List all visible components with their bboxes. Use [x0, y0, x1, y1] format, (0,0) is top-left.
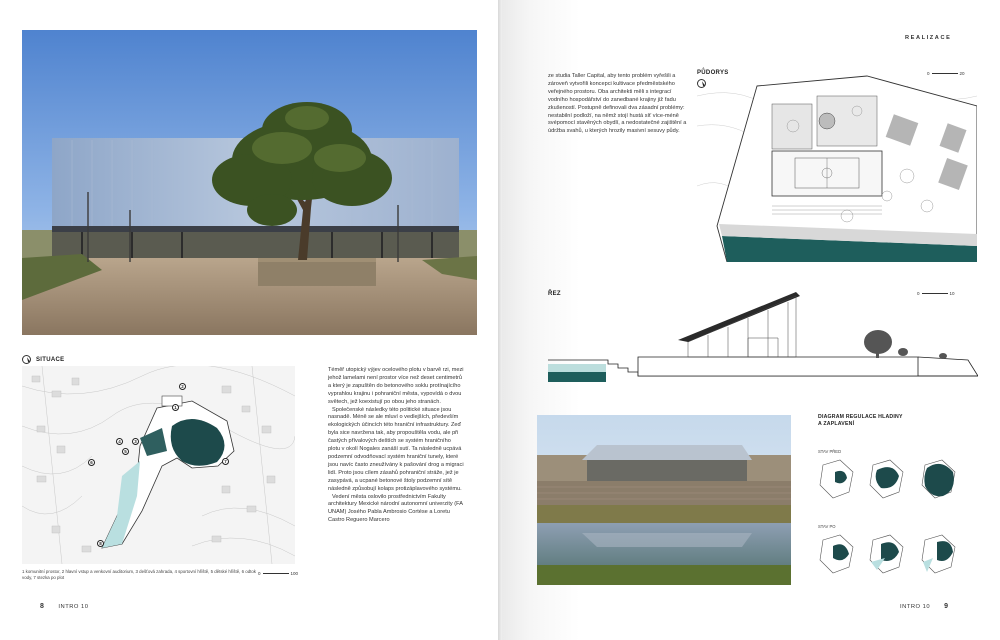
left-folio	[40, 603, 89, 610]
rez-label: ŘEZ	[548, 291, 561, 297]
stav-po-label: STAV PO	[818, 524, 836, 529]
map-marker: 8	[97, 540, 104, 547]
map-marker: 4	[116, 438, 123, 445]
scale-start: 0	[258, 571, 261, 576]
magazine-title: INTRO 10	[58, 604, 89, 610]
situace-label: SITUACE	[36, 356, 65, 363]
water-regulation-diagram	[815, 450, 980, 590]
right-folio	[900, 603, 949, 610]
left-body-text	[328, 367, 464, 525]
scale-line	[263, 573, 289, 574]
situace-heading	[22, 355, 64, 364]
section-drawing	[548, 290, 978, 390]
map-caption: 1 komunitní prostor, 2 hlavní vstup a venkovní auditorium, 3 dešťová zahrada, 4 sportovní hřiště, 5 dětské hřiště, 6 odtok vody, 7 stezka po plot	[22, 569, 256, 580]
scale-start: 0	[917, 291, 920, 296]
north-arrow-icon	[22, 355, 31, 364]
map-marker: 1	[172, 404, 179, 411]
map-marker: 3	[132, 438, 139, 445]
map-marker: 7	[222, 458, 229, 465]
section-label: REALIZACE	[905, 35, 952, 41]
map-marker: 2	[179, 383, 186, 390]
stav-pred-label: STAV PŘED	[818, 449, 842, 454]
magazine-title: INTRO 10	[900, 604, 931, 610]
scale-end: 100	[290, 571, 299, 576]
map-marker: 6	[88, 459, 95, 466]
paragraph: Téměř utopický výjev ocelového plotu v barvě rzi, mezi jehož lamelami není prostor více než deset centimetrů a který je zapuštěn do betonového soklu protínajícího vyprahlou krajinu i pohraniční města, vypovídá o dvou světech, jež koexistují po obou jeho stranách.	[328, 367, 464, 405]
page-number: 9	[944, 603, 949, 610]
paragraph: Vedení města oslovilo prostřednictvím Fakulty architektury Mexické národní autonomní univerzity (FA UNAM) Josého Pabla Ambrosio Cortése a Loretu Castro Reguero Marcero	[328, 493, 463, 524]
map-scalebar	[258, 571, 298, 576]
diagram-title	[818, 414, 903, 428]
paragraph: Společenské následky této politické situace jsou nasnadě. Méně se ale mluví o vedlejších, především ekologických účincích této hraniční infrastruktury. Zeď byla sice navržena tak, aby propouštěla vodu, ale při častých přívalových deštích se systém hraničního plotu v okolí Nogales zanáší sutí. Ta následně ucpává podzemní odvodňovací systém hraniční tunely, které jsou navíc často zneužívány k pašování drog a migraci lidí. Proto jsou cílem zásahů pohraniční stráže, jež je zasypává, a ucpané betonové štoly podzemní sítě následně způsobují kolaps protizáplavového systému.	[328, 406, 464, 492]
diagram-title-line1: DIAGRAM REGULACE HLADINY	[818, 414, 903, 420]
diagram-title-line2: A ZAPLAVENÍ	[818, 421, 855, 427]
map-marker: 5	[122, 448, 129, 455]
site-map	[22, 366, 295, 564]
lake-photo	[537, 415, 791, 585]
hero-photo	[22, 30, 477, 335]
scale-end: 10	[949, 291, 955, 296]
page-number: 8	[40, 603, 45, 610]
pudorys-label: PŮDORYS	[697, 70, 729, 76]
gutter	[498, 0, 502, 640]
scale-start: 0	[927, 71, 930, 76]
scale-end: 20	[959, 71, 965, 76]
right-body-text: ze studia Taller Capital, aby tento problém vyřešili a zároveň vytvořili koncepci kultivace předměstského veřejného prostoru. Oba architekti měli s integrací vodního hospodářství do zanedbané krajiny již řadu zkušeností. Postupně definovali dva zásadní problémy: nestabilní podloží, na němž stojí hustá síť více-méně svépomocí stavěných obydlí, a nedostatečné zajištění a údržba svahů, u kterých hrozily masivní sesuvy půdy.	[548, 73, 687, 135]
floor-plan	[697, 66, 977, 262]
